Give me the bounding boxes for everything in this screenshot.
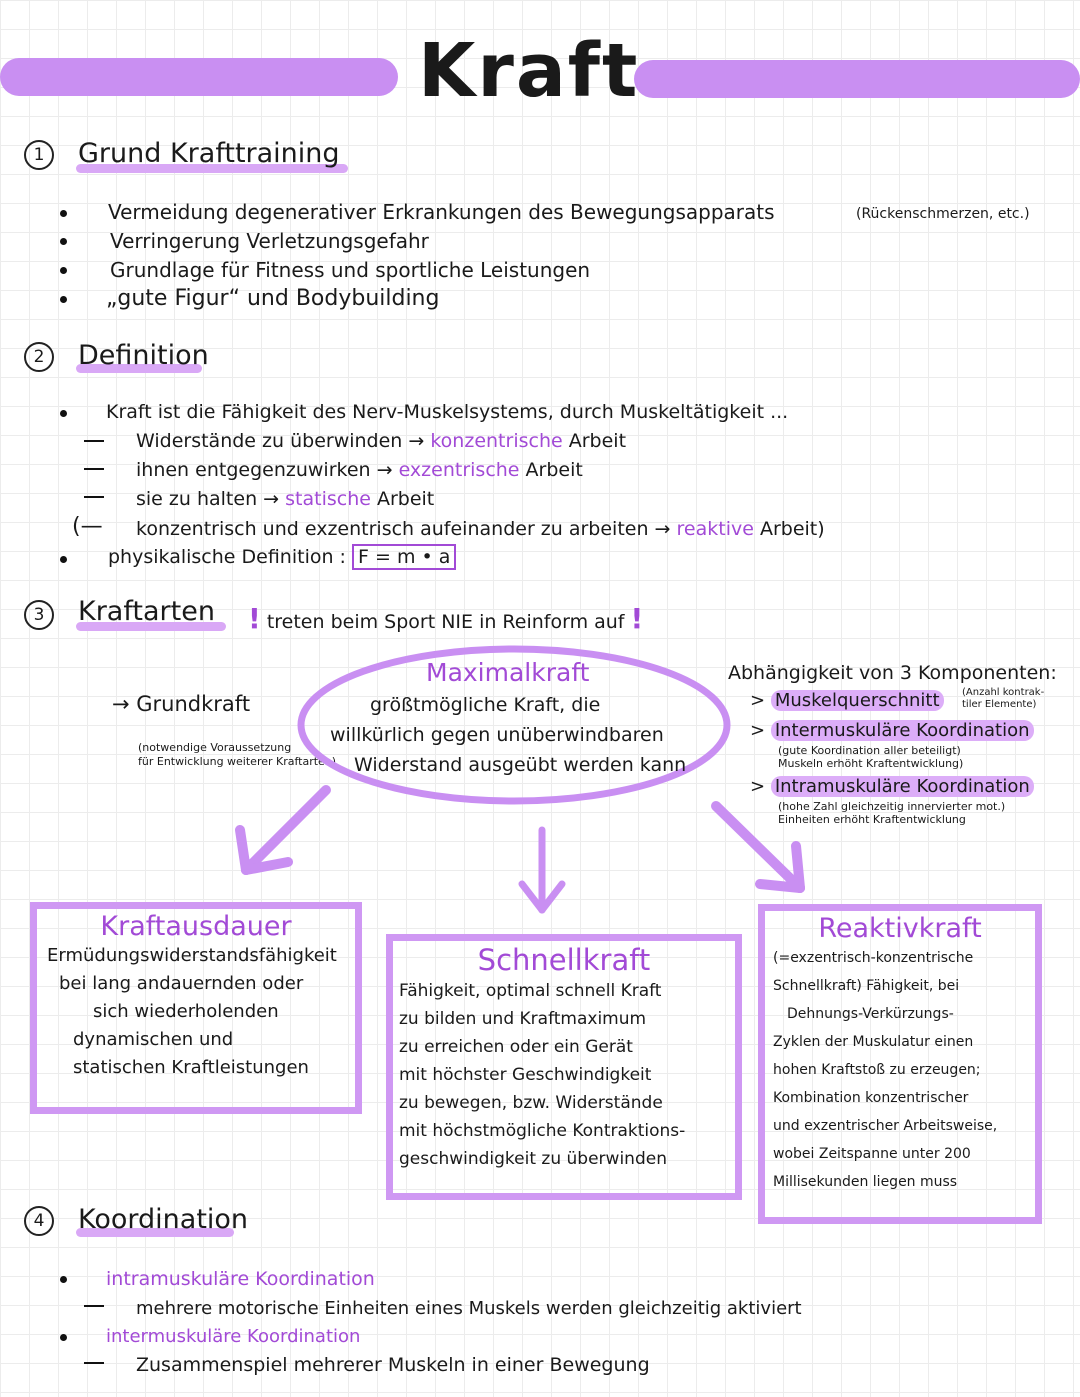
reaktivkraft-line: Dehnungs-Verkürzungs- — [787, 1006, 954, 1022]
section-2-number: 2 — [24, 342, 54, 372]
s2-line-4-end: Arbeit) — [759, 518, 825, 540]
s1-item-4: „gute Figur“ und Bodybuilding — [106, 286, 440, 311]
s2-line-2-end: Arbeit — [525, 459, 583, 481]
grundkraft-label: → Grundkraft — [112, 692, 251, 716]
reaktivkraft-line: Millisekunden liegen muss — [773, 1174, 958, 1190]
s2-line-1-text: Widerstände zu überwinden → — [136, 430, 425, 452]
s2-line-1-term: konzentrische — [430, 430, 563, 452]
maximalkraft-title: Maximalkraft — [426, 658, 590, 687]
s4-inter-term: intermuskuläre Koordination — [106, 1326, 361, 1347]
kraftausdauer-text — [37, 942, 355, 1082]
dash — [84, 1305, 104, 1307]
schnellkraft-title: Schnellkraft — [477, 943, 651, 977]
dash — [84, 1362, 104, 1364]
kraftausdauer-line: dynamischen und — [73, 1029, 234, 1050]
dependency-item-3: > Intramuskuläre Koordination — [750, 776, 1034, 797]
s2-line-3-end: Arbeit — [376, 488, 435, 510]
arrow-down — [522, 830, 562, 910]
s2-line-3-text: sie zu halten → — [136, 488, 280, 510]
schnellkraft-line: zu bewegen, bzw. Widerstände — [399, 1093, 663, 1113]
reaktivkraft-box — [758, 904, 1042, 1224]
dependency-item-3-note-1: (hohe Zahl gleichzeitig innervierter mot.) — [778, 800, 1006, 813]
dependency-item-2-note-1: (gute Koordination aller beteiligt) — [778, 744, 961, 757]
s2-intro: Kraft ist die Fähigkeit des Nerv-Muskelsystems, durch Muskeltätigkeit ... — [106, 401, 789, 423]
s3-note-mark-end: ! — [630, 602, 644, 635]
schnellkraft-text — [393, 977, 735, 1173]
section-2-heading: Definition — [78, 340, 209, 371]
kraftausdauer-line: Ermüdungswiderstandsfähigkeit — [47, 945, 337, 966]
dependency-item-1-label: Muskelquerschnitt — [771, 690, 944, 711]
dependency-item-1: > Muskelquerschnitt — [750, 690, 944, 711]
s1-item-2: Verringerung Verletzungsgefahr — [110, 229, 429, 253]
dependency-item-1-note-1: (Anzahl kontrak- — [962, 687, 1045, 698]
s3-note-text: treten beim Sport NIE in Reinform auf — [266, 611, 625, 633]
kraftausdauer-line: bei lang andauernden oder — [59, 973, 304, 994]
grundkraft-note-2: für Entwicklung weiterer Kraftarten) — [138, 755, 337, 768]
schnellkraft-line: mit höchster Geschwindigkeit — [399, 1065, 652, 1085]
s2-line-4-text: konzentrisch und exzentrisch aufeinander zu arbeiten → — [136, 518, 671, 540]
kraftausdauer-line: sich wiederholenden — [93, 1001, 279, 1022]
s2-line-4-paren: (— — [72, 514, 103, 539]
s4-intra-term: intramuskuläre Koordination — [106, 1268, 375, 1290]
s1-item-1: Vermeidung degenerativer Erkrankungen des Bewegungsapparats — [108, 200, 775, 224]
reaktivkraft-line: (=exzentrisch-konzentrische — [773, 950, 974, 966]
kraftausdauer-box — [30, 902, 362, 1114]
schnellkraft-line: Fähigkeit, optimal schnell Kraft — [399, 981, 662, 1001]
maximalkraft-text-3: Widerstand ausgeübt werden kann — [354, 754, 687, 776]
dependency-item-2: > Intermuskuläre Koordination — [750, 720, 1034, 741]
dependency-title: Abhängigkeit von 3 Komponenten: — [728, 662, 1057, 684]
schnellkraft-box — [386, 934, 742, 1200]
kraftausdauer-title: Kraftausdauer — [100, 911, 292, 942]
dependency-item-2-label: Intermuskuläre Koordination — [771, 720, 1034, 741]
reaktivkraft-line: Schnellkraft) Fähigkeit, bei — [773, 978, 960, 994]
reaktivkraft-line: wobei Zeitspanne unter 200 — [773, 1146, 971, 1162]
s2-line-2-term: exzentrische — [398, 459, 520, 481]
reaktivkraft-text — [765, 944, 1035, 1196]
section-4-number: 4 — [24, 1206, 54, 1236]
section-3-number: 3 — [24, 600, 54, 630]
bullet — [60, 1334, 67, 1341]
s2-line-3-term: statische — [285, 488, 371, 510]
kraftausdauer-line: statischen Kraftleistungen — [73, 1057, 309, 1078]
schnellkraft-line: mit höchstmögliche Kontraktions- — [399, 1121, 686, 1141]
s2-line-4-term: reaktive — [676, 518, 754, 540]
schnellkraft-line: zu erreichen oder ein Gerät — [399, 1037, 633, 1057]
maximalkraft-text-2: willkürlich gegen unüberwindbaren — [330, 724, 664, 746]
s1-item-1-note: (Rückenschmerzen, etc.) — [856, 206, 1030, 222]
dependency-item-2-note-2: Muskeln erhöht Kraftentwicklung) — [778, 757, 964, 770]
maximalkraft-text-1: größtmögliche Kraft, die — [370, 694, 601, 716]
s2-line-1-end: Arbeit — [568, 430, 627, 452]
dependency-item-3-label: Intramuskuläre Koordination — [771, 776, 1034, 797]
section-3-heading: Kraftarten — [78, 596, 215, 627]
dependency-item-3-note-2: Einheiten erhöht Kraftentwicklung — [778, 813, 966, 826]
section-1-number: 1 — [24, 140, 54, 170]
s4-inter-def: Zusammenspiel mehrerer Muskeln in einer Bewegung — [136, 1354, 650, 1376]
grundkraft-note-1: (notwendige Voraussetzung — [138, 741, 292, 754]
reaktivkraft-line: und exzentrischer Arbeitsweise, — [773, 1118, 998, 1134]
reaktivkraft-line: Kombination konzentrischer — [773, 1090, 969, 1106]
s3-note-mark: ! — [248, 602, 261, 635]
reaktivkraft-line: hohen Kraftstoß zu erzeugen; — [773, 1062, 981, 1078]
bullet — [60, 1276, 67, 1283]
reaktivkraft-line: Zyklen der Muskulatur einen — [773, 1034, 974, 1050]
reaktivkraft-title: Reaktivkraft — [818, 913, 982, 944]
s1-item-3: Grundlage für Fitness und sportliche Leistungen — [110, 258, 591, 282]
dependency-item-1-note-2: tiler Elemente) — [962, 699, 1037, 710]
page-title: Kraft — [418, 28, 640, 114]
s4-intra-def: mehrere motorische Einheiten eines Muskels werden gleichzeitig aktiviert — [136, 1298, 802, 1319]
section-1-heading: Grund Krafttraining — [78, 138, 340, 169]
arrow-left — [240, 790, 326, 870]
s2-line-2-text: ihnen entgegenzuwirken → — [136, 459, 393, 481]
schnellkraft-line: zu bilden und Kraftmaximum — [399, 1009, 647, 1029]
section-4-heading: Koordination — [78, 1204, 249, 1235]
schnellkraft-line: geschwindigkeit zu überwinden — [399, 1149, 667, 1169]
s2-formula: F = m • a — [352, 544, 456, 570]
s2-physics-label: physikalische Definition : — [108, 546, 346, 568]
